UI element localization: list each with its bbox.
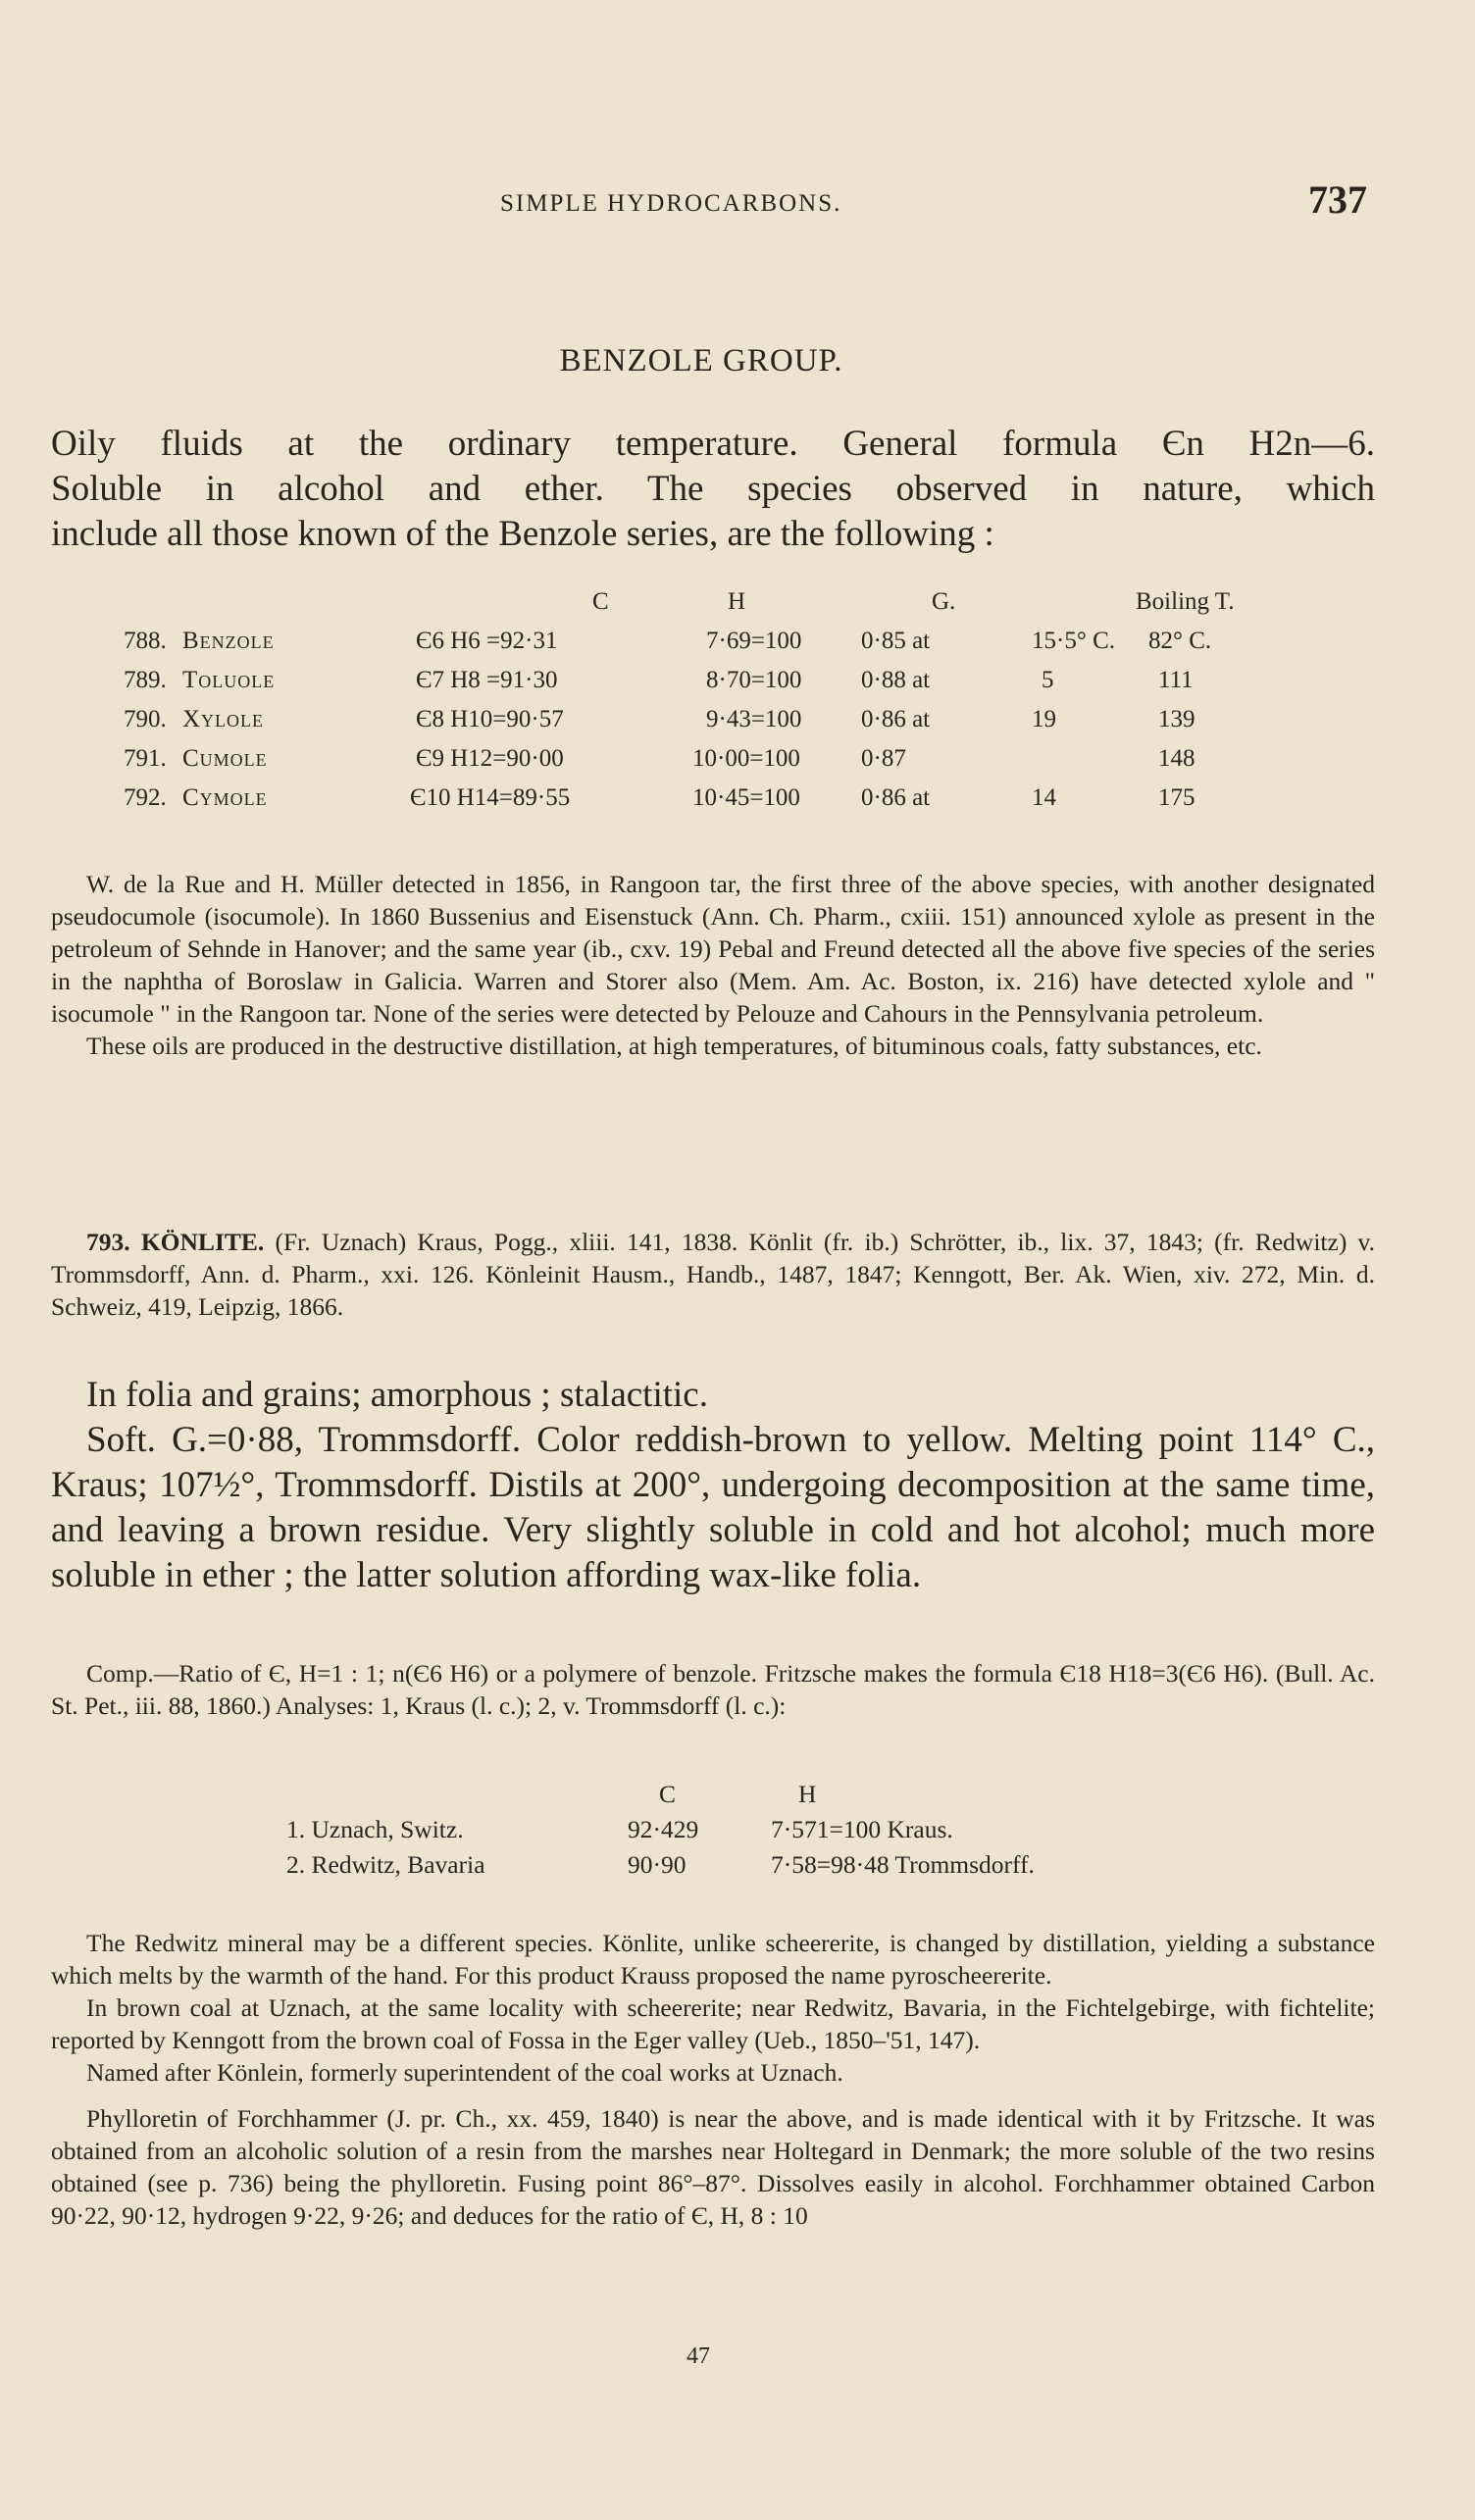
section-title: BENZOLE GROUP.	[559, 343, 843, 378]
notes-konlite	[51, 1927, 1375, 2232]
species-formula: Є6 H6 =92·31	[416, 628, 558, 654]
species-boiling: 175	[1158, 784, 1195, 811]
species-formula: Є7 H8 =91·30	[416, 667, 558, 693]
species-name: Benzole	[182, 628, 275, 654]
col-header-h: H	[728, 588, 746, 615]
species-boiling: 148	[1158, 745, 1195, 772]
species-formula: Є10 H14=89·55	[410, 784, 571, 811]
species-refs: (Fr. Uznach) Kraus, Pogg., xliii. 141, 1838. Könlit (fr. ib.) Schrötter, ib., lix. 37, 1843; (fr. Redwitz) v. Trommsdorff, Ann. d. Pharm., xxi. 126. Könleinit Hausm., Handb., 1487, 1847; Kenngott, Ber. Ak. Wien, xiv. 272, Min. d. Schweiz, 419, Leipzig, 1866.	[51, 1228, 1376, 1321]
konlite-description	[51, 1373, 1375, 1598]
species-g: 0·86 at	[861, 784, 931, 811]
table-row	[286, 1815, 1169, 1850]
species-number: 791.	[124, 745, 167, 772]
intro-paragraph	[51, 422, 1375, 557]
col-header-c: C	[659, 1780, 677, 1808]
notes-benzole	[51, 868, 1375, 1062]
desc-line: In folia and grains; amorphous ; stalactitic.	[86, 1375, 708, 1415]
comp-paragraph: Comp.—Ratio of Є, H=1 : 1; n(Є6 H6) or a polymere of benzole. Fritzsche makes the formula Є18 H18=3(Є6 H6). (Bull. Ac. St. Pet., iii. 88, 1860.) Analyses: 1, Kraus (l. c.); 2, v. Trommsdorff (l. c.):	[51, 1659, 1375, 1720]
col-header-c: C	[592, 588, 609, 615]
desc-paragraph: Soft. G.=0·88, Trommsdorff. Color reddish-brown to yellow. Melting point 114° C., Kraus; 107½°, Trommsdorff. Distils at 200°, undergoing decomposition at the same time, and leaving a brown residue. Very slightly soluble in cold and hot alcohol; much more soluble in ether ; the latter solution affording wax-like folia.	[51, 1420, 1375, 1595]
analyses-table	[286, 1780, 1169, 1886]
species-h: 8·70=100	[706, 667, 802, 693]
species-number: 789.	[124, 667, 167, 693]
table-header-row	[124, 588, 1300, 628]
species-h: 10·00=100	[692, 745, 800, 772]
species-name: Toluole	[182, 667, 276, 693]
table-row	[124, 667, 1300, 706]
species-g-temp: 5	[1042, 667, 1054, 693]
species-number: 788.	[124, 628, 167, 654]
species-name: Cumole	[182, 745, 268, 772]
intro-line-2: Soluble in alcohol and ether. The species observed in nature, which	[51, 469, 1375, 509]
species-boiling: 111	[1158, 667, 1194, 693]
species-g-temp: 14	[1032, 784, 1056, 811]
col-header-boiling: Boiling T.	[1136, 588, 1235, 615]
species-h: 10·45=100	[692, 784, 800, 811]
signature-mark: 47	[687, 2344, 710, 2369]
species-formula: Є9 H12=90·00	[416, 745, 564, 772]
page-header	[0, 176, 1475, 226]
species-g: 0·86 at	[861, 706, 931, 732]
species-h: 9·43=100	[706, 706, 802, 732]
species-boiling: 139	[1158, 706, 1195, 732]
table-row	[124, 784, 1300, 824]
species-name: Cymole	[182, 784, 268, 811]
analysis-label: 1. Uznach, Switz.	[286, 1815, 464, 1843]
species-name: Xylole	[182, 706, 265, 732]
konlite-composition	[51, 1657, 1375, 1722]
note-paragraph: Phylloretin of Forchhammer (J. pr. Ch., xx. 459, 1840) is near the above, and is made identical with it by Fritzsche. It was obtained from an alcoholic solution of a resin from the marshes near Holtegard in Denmark; the more soluble of the two resins obtained (see p. 736) being the phylloretin. Fusing point 86°–87°. Dissolves easily in alcohol. Forchhammer obtained Carbon 90·22, 90·12, hydrogen 9·22, 9·26; and deduces for the ratio of Є, H, 8 : 10	[51, 2104, 1375, 2230]
analysis-h: 7·571=100 Kraus.	[771, 1815, 953, 1843]
table-row	[124, 706, 1300, 745]
table-header-row	[286, 1780, 1169, 1815]
running-head: SIMPLE HYDROCARBONS.	[500, 190, 842, 217]
species-boiling: 82° C.	[1148, 628, 1212, 654]
note-paragraph: These oils are produced in the destructive distillation, at high temperatures, of bituminous coals, fatty substances, etc.	[86, 1032, 1262, 1060]
species-number: 790.	[124, 706, 167, 732]
species-h: 7·69=100	[706, 628, 802, 654]
analysis-h: 7·58=98·48 Trommsdorff.	[771, 1850, 1035, 1879]
note-paragraph: W. de la Rue and H. Müller detected in 1856, in Rangoon tar, the first three of the above species, with another designated pseudocumole (isocumole). In 1860 Bussenius and Eisenstuck (Ann. Ch. Pharm., cxiii. 151) announced xylole as present in the petroleum of Sehnde in Hanover; and the same year (ib., cxv. 19) Pebal and Freund detected all the above five species of the series in the naphtha of Boroslaw in Galicia. Warren and Storer also (Mem. Am. Ac. Boston, ix. 216) have detected xylole and " isocumole " in the Rangoon tar. None of the series were detected by Pelouze and Cahours in the Pennsylvania petroleum.	[51, 870, 1375, 1028]
benzole-table	[124, 588, 1300, 824]
analysis-c: 90·90	[628, 1850, 687, 1879]
analysis-c: 92·429	[628, 1815, 699, 1843]
species-g-temp: 19	[1032, 706, 1056, 732]
note-paragraph: Named after Könlein, formerly superintendent of the coal works at Uznach.	[86, 2058, 843, 2087]
col-header-g: G.	[932, 588, 956, 615]
intro-line-1: Oily fluids at the ordinary temperature. General formula Єn H2n—6.	[51, 424, 1375, 464]
table-row	[286, 1850, 1169, 1886]
table-row	[124, 628, 1300, 667]
species-g-temp: 15·5° C.	[1032, 628, 1115, 654]
species-heading: 793. KÖNLITE.	[86, 1228, 265, 1256]
analysis-label: 2. Redwitz, Bavaria	[286, 1850, 485, 1879]
species-g: 0·87	[861, 745, 906, 772]
species-g: 0·88 at	[861, 667, 931, 693]
species-formula: Є8 H10=90·57	[416, 706, 564, 732]
page-number: 737	[1308, 177, 1367, 222]
table-row	[124, 745, 1300, 784]
col-header-h: H	[798, 1780, 817, 1808]
species-g: 0·85 at	[861, 628, 931, 654]
intro-line-3: include all those known of the Benzole series, are the following :	[51, 514, 994, 554]
note-paragraph: The Redwitz mineral may be a different species. Könlite, unlike scheererite, is changed by distillation, yielding a substance which melts by the warmth of the hand. For this product Krauss proposed the name pyroscheererite.	[51, 1929, 1375, 1990]
species-number: 792.	[124, 784, 167, 811]
konlite-references	[51, 1226, 1375, 1323]
note-paragraph: In brown coal at Uznach, at the same locality with scheererite; near Redwitz, Bavaria, in the Fichtelgebirge, with fichtelite; reported by Kenngott from the brown coal of Fossa in the Eger valley (Ueb., 1850–'51, 147).	[51, 1993, 1375, 2054]
